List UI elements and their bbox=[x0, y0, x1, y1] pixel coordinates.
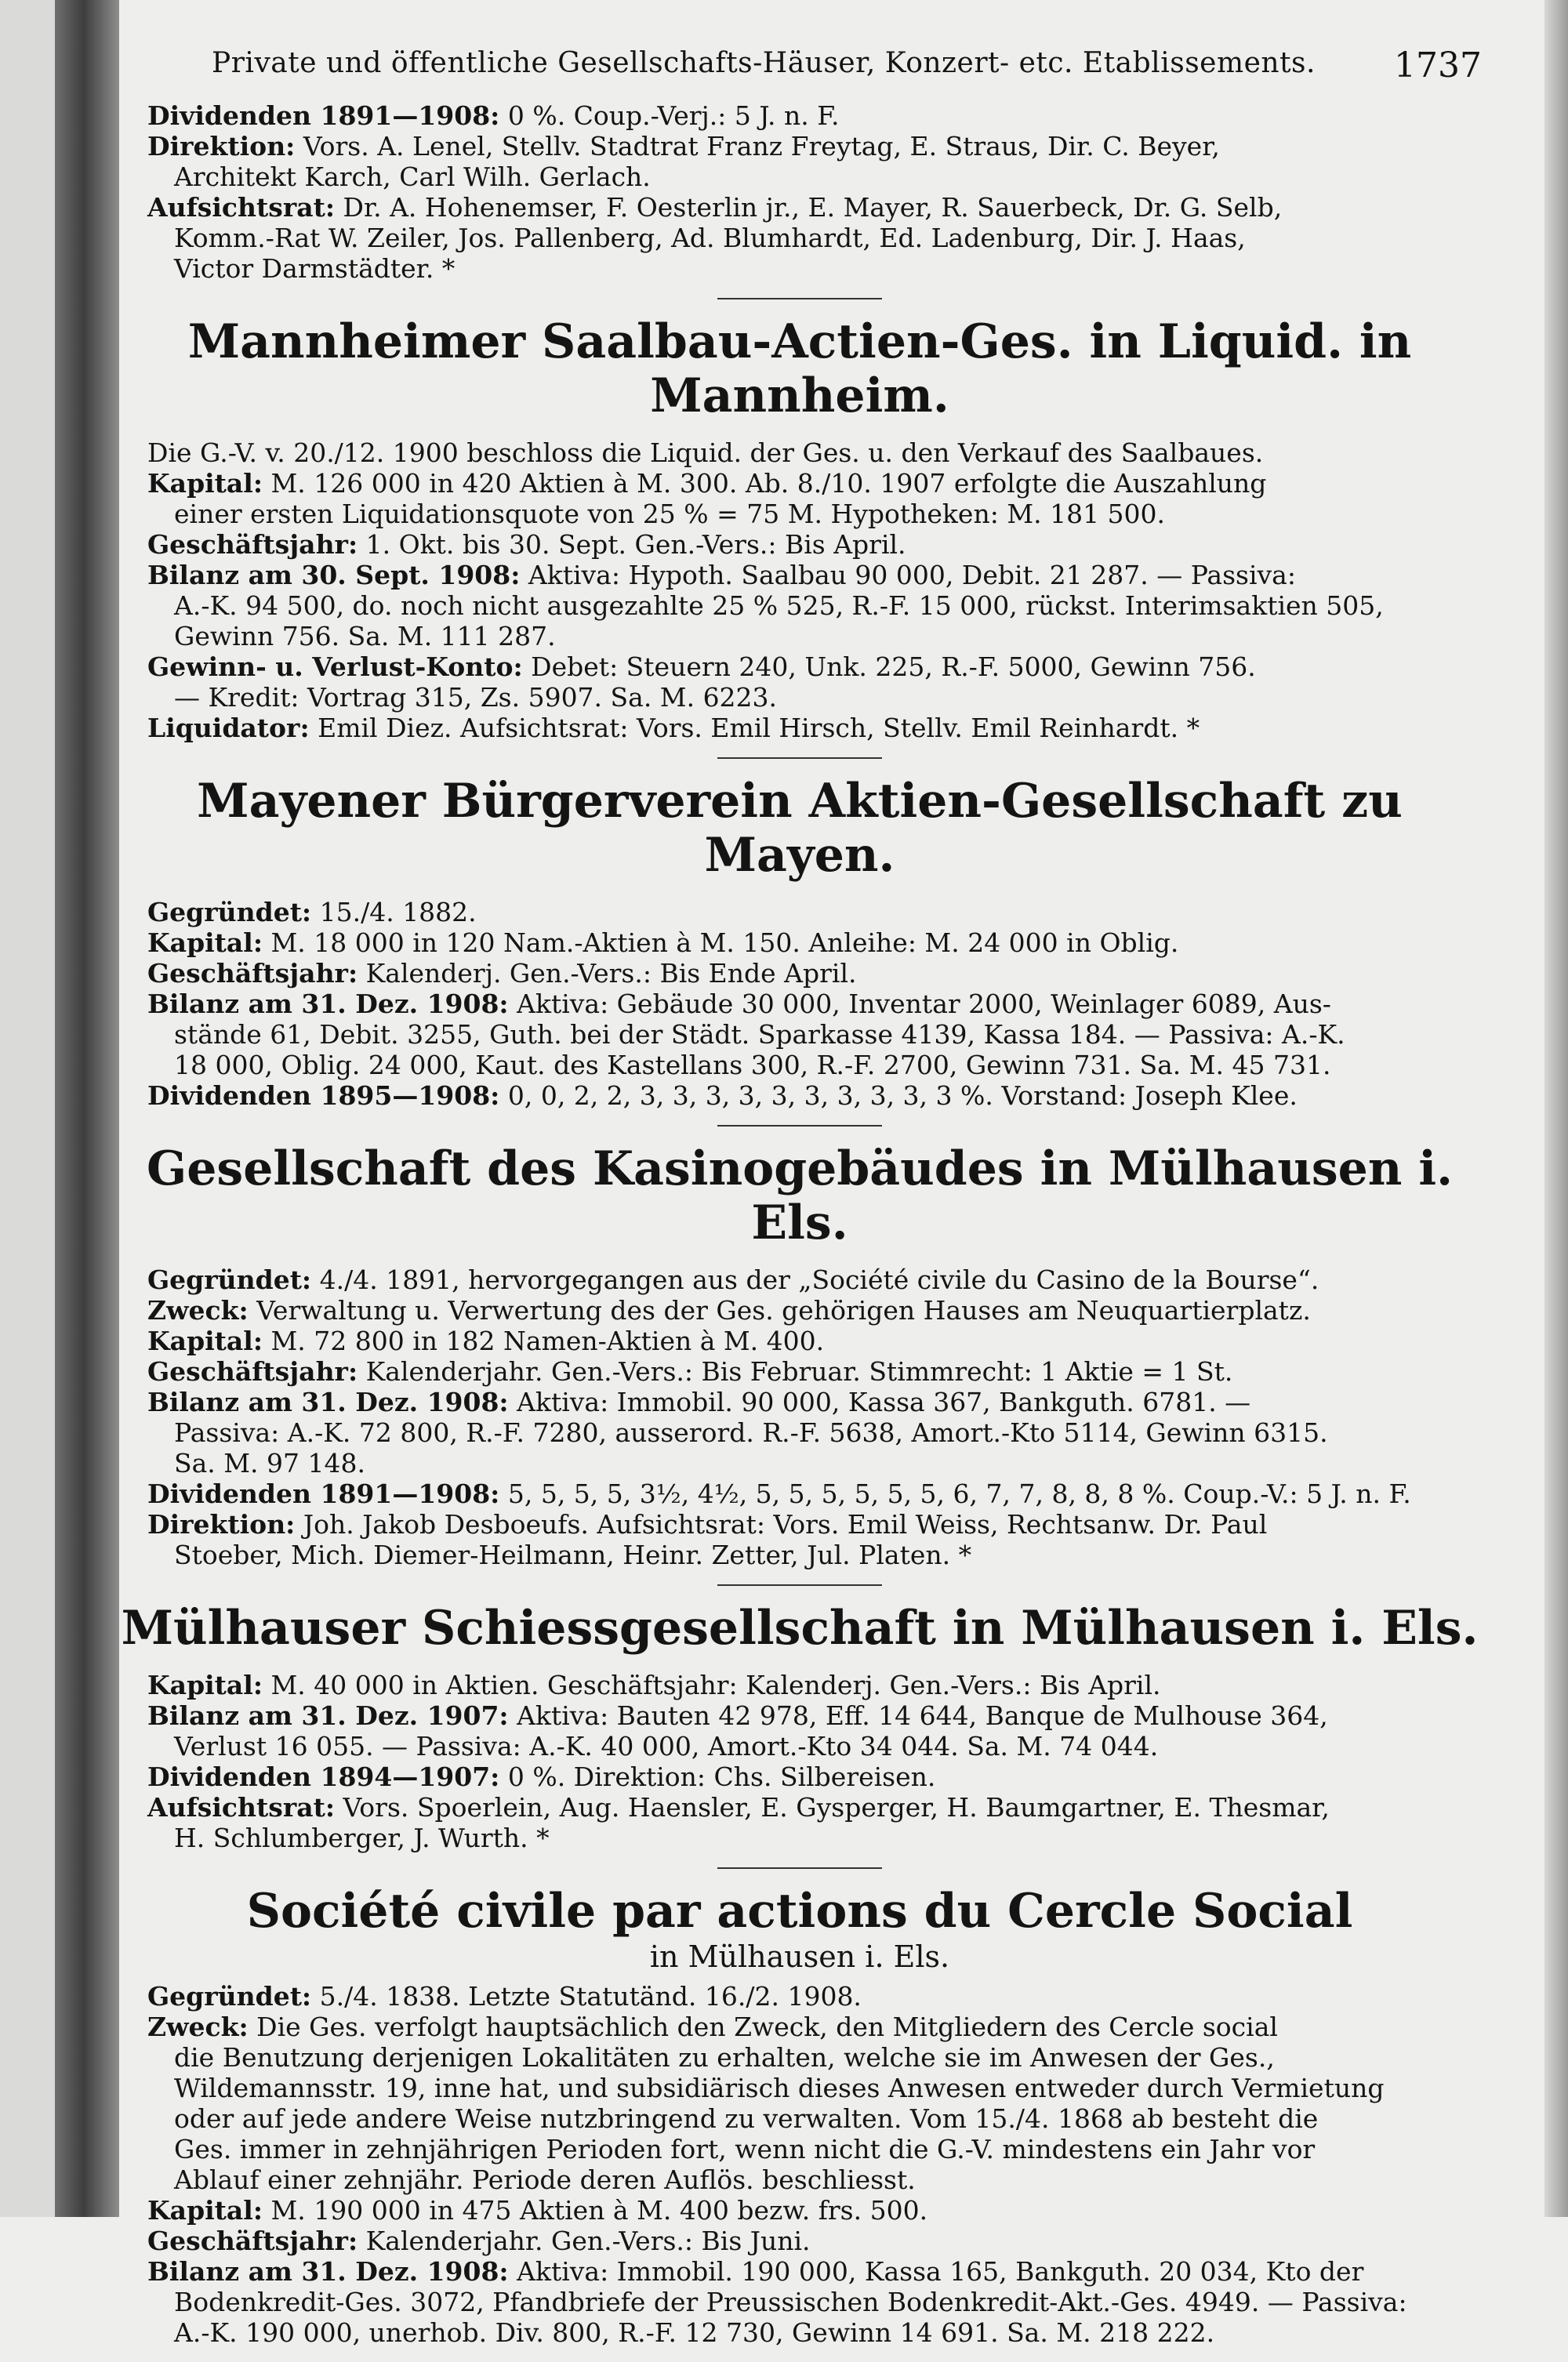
field-label: Geschäftsjahr: bbox=[147, 958, 358, 989]
page-content bbox=[118, 100, 1482, 2362]
entry-line bbox=[147, 2195, 1482, 2226]
company-entry bbox=[118, 100, 1482, 284]
field-text: Kalenderjahr. Gen.-Vers.: Bis Februar. Stimmrecht: 1 Aktie = 1 St. bbox=[358, 1356, 1233, 1387]
entry-line bbox=[147, 1670, 1482, 1700]
field-text: Die G.-V. v. 20./12. 1900 beschloss die Liquid. der Ges. u. den Verkauf des Saalbaues. bbox=[147, 437, 1264, 468]
field-text: einer ersten Liquidationsquote von 25 % = 75 M. Hypotheken: M. 181 500. bbox=[174, 499, 1166, 529]
field-text: Victor Darmstädter. * bbox=[174, 253, 456, 284]
field-text: 4./4. 1891, hervorgegangen aus der „Société civile du Casino de la Bourse“. bbox=[311, 1264, 1319, 1295]
book-spine-shadow bbox=[55, 0, 119, 2217]
field-label: Gegründet: bbox=[147, 1264, 312, 1295]
book-page bbox=[118, 0, 1544, 2348]
field-text: stände 61, Debit. 3255, Guth. bei der Städt. Sparkasse 4139, Kassa 184. — Passiva: A.-K. bbox=[174, 1019, 1345, 1050]
field-text: Vors. A. Lenel, Stellv. Stadtrat Franz Freytag, E. Straus, Dir. C. Beyer, bbox=[295, 131, 1220, 161]
field-text: Sa. M. 97 148. bbox=[174, 1448, 365, 1479]
field-label: Aufsichtsrat: bbox=[147, 1792, 336, 1823]
field-label: Kapital: bbox=[147, 1326, 263, 1356]
field-text: Vors. Spoerlein, Aug. Haensler, E. Gysperger, H. Baumgartner, E. Thesmar, bbox=[335, 1792, 1330, 1823]
field-text: Bodenkredit-Ges. 3072, Pfandbriefe der Preussischen Bodenkredit-Akt.-Ges. 4949. — Passiva: bbox=[174, 2286, 1407, 2317]
entry-line bbox=[147, 437, 1482, 468]
entry-separator bbox=[717, 757, 882, 759]
company-title: Mannheimer Saalbau-Actien-Ges. in Liquid. in Mannheim. bbox=[187, 314, 1412, 423]
entry-line bbox=[147, 1264, 1482, 1295]
entry-line bbox=[147, 927, 1482, 958]
page-header bbox=[212, 45, 1482, 83]
field-label: Dividenden 1895—1908: bbox=[147, 1080, 500, 1111]
entry-body bbox=[118, 1981, 1482, 2348]
field-text: 5, 5, 5, 5, 3½, 4½, 5, 5, 5, 5, 5, 5, 6, 7, 7, 8, 8, 8 %. Coup.-V.: 5 J. n. F. bbox=[499, 1479, 1411, 1509]
field-label: Kapital: bbox=[147, 927, 263, 958]
field-text: Verwaltung u. Verwertung des der Ges. gehörigen Hauses am Neuquartierplatz. bbox=[248, 1295, 1311, 1326]
field-text: Ges. immer in zehnjährigen Perioden fort, wenn nicht die G.-V. mindestens ein Jahr vor bbox=[174, 2133, 1316, 2164]
field-text: Passiva: A.-K. 72 800, R.-F. 7280, ausserord. R.-F. 5638, Amort.-Kto 5114, Gewinn 6315. bbox=[174, 1417, 1328, 1448]
field-text: — Kredit: Vortrag 315, Zs. 5907. Sa. M. 6223. bbox=[174, 682, 778, 713]
company-entry bbox=[118, 1867, 1482, 2348]
field-text: 1. Okt. bis 30. Sept. Gen.-Vers.: Bis April. bbox=[358, 529, 906, 560]
entry-line bbox=[147, 1326, 1482, 1356]
entry-line bbox=[147, 1792, 1482, 1823]
entry-line bbox=[147, 1823, 1482, 1853]
field-text: Gewinn 756. Sa. M. 111 287. bbox=[174, 621, 556, 651]
field-label: Zweck: bbox=[147, 2011, 249, 2042]
field-text: Aktiva: Gebäude 30 000, Inventar 2000, Weinlager 6089, Aus- bbox=[508, 989, 1331, 1019]
field-label: Dividenden 1891—1908: bbox=[147, 100, 500, 131]
field-text: 0 %. Direktion: Chs. Silbereisen. bbox=[499, 1762, 936, 1792]
entry-line bbox=[147, 2042, 1482, 2073]
page-number: 1737 bbox=[1394, 45, 1482, 85]
company-title: Mülhauser Schiessgesellschaft in Mülhausen i. Els. bbox=[121, 1601, 1479, 1656]
field-text: Die Ges. verfolgt hauptsächlich den Zweck, den Mitgliedern des Cercle social bbox=[248, 2011, 1278, 2042]
field-text: M. 72 800 in 182 Namen-Aktien à M. 400. bbox=[263, 1326, 825, 1356]
field-text: Verlust 16 055. — Passiva: A.-K. 40 000, Amort.-Kto 34 044. Sa. M. 74 044. bbox=[174, 1731, 1159, 1762]
field-text: Debet: Steuern 240, Unk. 225, R.-F. 5000, Gewinn 756. bbox=[522, 651, 1256, 682]
entry-line bbox=[147, 651, 1482, 682]
company-entry bbox=[118, 298, 1482, 743]
entry-line bbox=[147, 2226, 1482, 2256]
entry-line bbox=[147, 2164, 1482, 2195]
entry-separator bbox=[717, 1867, 882, 1869]
field-text: die Benutzung derjenigen Lokalitäten zu erhalten, welche sie im Anwesen der Ges., bbox=[174, 2041, 1275, 2073]
entry-line bbox=[147, 223, 1482, 253]
entry-line bbox=[147, 1762, 1482, 1792]
entry-line bbox=[147, 897, 1482, 927]
field-label: Bilanz am 31. Dez. 1908: bbox=[147, 989, 509, 1019]
field-label: Gegründet: bbox=[147, 897, 312, 927]
entry-line bbox=[147, 468, 1482, 499]
entry-line bbox=[147, 1019, 1482, 1050]
company-entry bbox=[118, 757, 1482, 1111]
entry-line bbox=[147, 499, 1482, 529]
field-label: Dividenden 1894—1907: bbox=[147, 1762, 500, 1792]
field-label: Liquidator: bbox=[147, 713, 310, 743]
field-text: A.-K. 190 000, unerhob. Div. 800, R.-F. 12 730, Gewinn 14 691. Sa. M. 218 222. bbox=[174, 2317, 1215, 2348]
field-label: Dividenden 1891—1908: bbox=[147, 1479, 500, 1509]
company-title: Mayener Bürgerverein Aktien-Gesellschaft zu Mayen. bbox=[197, 774, 1403, 883]
field-text: Aktiva: Immobil. 190 000, Kassa 165, Bankguth. 20 034, Kto der bbox=[508, 2255, 1364, 2287]
entry-line bbox=[147, 682, 1482, 713]
field-text: 0 %. Coup.-Verj.: 5 J. n. F. bbox=[499, 100, 840, 131]
field-label: Direktion: bbox=[147, 131, 296, 161]
entry-line bbox=[147, 621, 1482, 651]
field-label: Geschäftsjahr: bbox=[147, 1356, 358, 1387]
field-text: Kalenderj. Gen.-Vers.: Bis Ende April. bbox=[358, 958, 857, 989]
entry-body bbox=[118, 100, 1482, 284]
entry-line bbox=[147, 2256, 1482, 2287]
company-title: Gesellschaft des Kasinogebäudes in Mülhausen i. Els. bbox=[147, 1141, 1453, 1250]
field-label: Gewinn- u. Verlust-Konto: bbox=[147, 651, 523, 682]
field-text: 0, 0, 2, 2, 3, 3, 3, 3, 3, 3, 3, 3, 3, 3 %. Vorstand: Joseph Klee. bbox=[499, 1080, 1298, 1111]
entry-line bbox=[147, 1080, 1482, 1111]
entry-line bbox=[147, 1731, 1482, 1762]
field-text: Aktiva: Immobil. 90 000, Kassa 367, Bankguth. 6781. — bbox=[508, 1387, 1251, 1417]
field-text: 15./4. 1882. bbox=[311, 897, 477, 927]
field-label: Bilanz am 30. Sept. 1908: bbox=[147, 560, 521, 590]
field-label: Bilanz am 31. Dez. 1908: bbox=[147, 2255, 509, 2287]
field-label: Gegründet: bbox=[147, 1980, 312, 2012]
entry-line bbox=[147, 192, 1482, 223]
field-text: M. 126 000 in 420 Aktien à M. 300. Ab. 8./10. 1907 erfolgte die Auszahlung bbox=[263, 468, 1267, 499]
field-text: Ablauf einer zehnjähr. Periode deren Auflös. beschliesst. bbox=[174, 2164, 916, 2195]
field-text: Joh. Jakob Desboeufs. Aufsichtsrat: Vors. Emil Weiss, Rechtsanw. Dr. Paul bbox=[295, 1509, 1268, 1540]
entry-line bbox=[147, 2287, 1482, 2317]
field-label: Aufsichtsrat: bbox=[147, 192, 336, 223]
field-text: Emil Diez. Aufsichtsrat: Vors. Emil Hirsch, Stellv. Emil Reinhardt. * bbox=[309, 713, 1200, 743]
entry-line bbox=[147, 100, 1482, 131]
entry-separator bbox=[717, 1584, 882, 1586]
field-text: Stoeber, Mich. Diemer-Heilmann, Heinr. Zetter, Jul. Platen. * bbox=[174, 1540, 972, 1570]
field-text: H. Schlumberger, J. Wurth. * bbox=[174, 1823, 550, 1853]
field-text: A.-K. 94 500, do. noch nicht ausgezahlte 25 % 525, R.-F. 15 000, rückst. Interimsaktien 505, bbox=[174, 590, 1384, 621]
field-label: Kapital: bbox=[147, 1670, 263, 1700]
entry-body bbox=[118, 1670, 1482, 1853]
entry-line bbox=[147, 1540, 1482, 1570]
company-title: Société civile par actions du Cercle Social bbox=[246, 1884, 1353, 1939]
field-text: M. 40 000 in Aktien. Geschäftsjahr: Kalenderj. Gen.-Vers.: Bis April. bbox=[263, 1670, 1161, 1700]
field-text: Komm.-Rat W. Zeiler, Jos. Pallenberg, Ad. Blumhardt, Ed. Ladenburg, Dir. J. Haas, bbox=[174, 223, 1246, 253]
entry-body bbox=[118, 897, 1482, 1111]
entry-line bbox=[147, 1050, 1482, 1080]
field-label: Zweck: bbox=[147, 1295, 249, 1326]
entry-line bbox=[147, 1295, 1482, 1326]
field-text: Architekt Karch, Carl Wilh. Gerlach. bbox=[174, 161, 651, 192]
entry-line bbox=[147, 1981, 1482, 2012]
entry-line bbox=[147, 2317, 1482, 2348]
field-text: 18 000, Oblig. 24 000, Kaut. des Kastellans 300, R.-F. 2700, Gewinn 731. Sa. M. 45 731. bbox=[174, 1050, 1331, 1080]
field-label: Geschäftsjahr: bbox=[147, 2225, 358, 2256]
field-text: Kalenderjahr. Gen.-Vers.: Bis Juni. bbox=[358, 2225, 811, 2256]
field-text: Dr. A. Hohenemser, F. Oesterlin jr., E. Mayer, R. Sauerbeck, Dr. G. Selb, bbox=[335, 192, 1283, 223]
entry-line bbox=[147, 1479, 1482, 1509]
entry-line bbox=[147, 161, 1482, 192]
entry-line bbox=[147, 1509, 1482, 1540]
entry-line bbox=[147, 1700, 1482, 1731]
company-entry bbox=[118, 1125, 1482, 1570]
field-text: oder auf jede andere Weise nutzbringend zu verwalten. Vom 15./4. 1868 ab besteht die bbox=[174, 2103, 1319, 2134]
entry-body bbox=[118, 1264, 1482, 1570]
entry-line bbox=[147, 958, 1482, 989]
entry-line bbox=[147, 253, 1482, 284]
entry-line bbox=[147, 989, 1482, 1019]
field-label: Bilanz am 31. Dez. 1907: bbox=[147, 1700, 509, 1731]
field-label: Kapital: bbox=[147, 468, 263, 499]
entry-line bbox=[147, 2012, 1482, 2042]
page-edge-shadow bbox=[1544, 0, 1568, 2217]
entry-line bbox=[147, 1448, 1482, 1479]
entry-line bbox=[147, 1356, 1482, 1387]
field-text: 5./4. 1838. Letzte Statutänd. 16./2. 1908. bbox=[311, 1980, 862, 2012]
entry-line bbox=[147, 590, 1482, 621]
field-label: Geschäftsjahr: bbox=[147, 529, 358, 560]
entry-line bbox=[147, 560, 1482, 590]
entry-line bbox=[147, 131, 1482, 161]
field-text: M. 18 000 in 120 Nam.-Aktien à M. 150. Anleihe: M. 24 000 in Oblig. bbox=[263, 927, 1179, 958]
field-text: Wildemannsstr. 19, inne hat, und subsidiärisch dieses Anwesen entweder durch Vermietung bbox=[174, 2072, 1385, 2103]
entry-separator bbox=[717, 298, 882, 299]
field-label: Bilanz am 31. Dez. 1908: bbox=[147, 1387, 509, 1417]
field-text: Aktiva: Bauten 42 978, Eff. 14 644, Banque de Mulhouse 364, bbox=[508, 1700, 1328, 1731]
facing-page-edge bbox=[0, 0, 55, 2217]
entry-line bbox=[147, 2134, 1482, 2164]
entry-line bbox=[147, 2073, 1482, 2103]
field-label: Direktion: bbox=[147, 1509, 296, 1540]
company-subtitle: in Mülhausen i. Els. bbox=[649, 1939, 950, 1974]
entry-line bbox=[147, 713, 1482, 743]
field-text: M. 190 000 in 475 Aktien à M. 400 bezw. frs. 500. bbox=[263, 2194, 928, 2226]
entry-line bbox=[147, 1417, 1482, 1448]
field-label: Kapital: bbox=[147, 2194, 263, 2226]
entry-line bbox=[147, 2103, 1482, 2134]
field-text: Aktiva: Hypoth. Saalbau 90 000, Debit. 21 287. — Passiva: bbox=[520, 560, 1296, 590]
running-title: Private und öffentliche Gesellschafts-Häuser, Konzert- etc. Etablissements. bbox=[212, 47, 1316, 79]
entry-line bbox=[147, 1387, 1482, 1417]
company-entry bbox=[118, 1584, 1482, 1853]
entry-body bbox=[118, 437, 1482, 743]
entry-line bbox=[147, 529, 1482, 560]
entry-separator bbox=[717, 1125, 882, 1127]
